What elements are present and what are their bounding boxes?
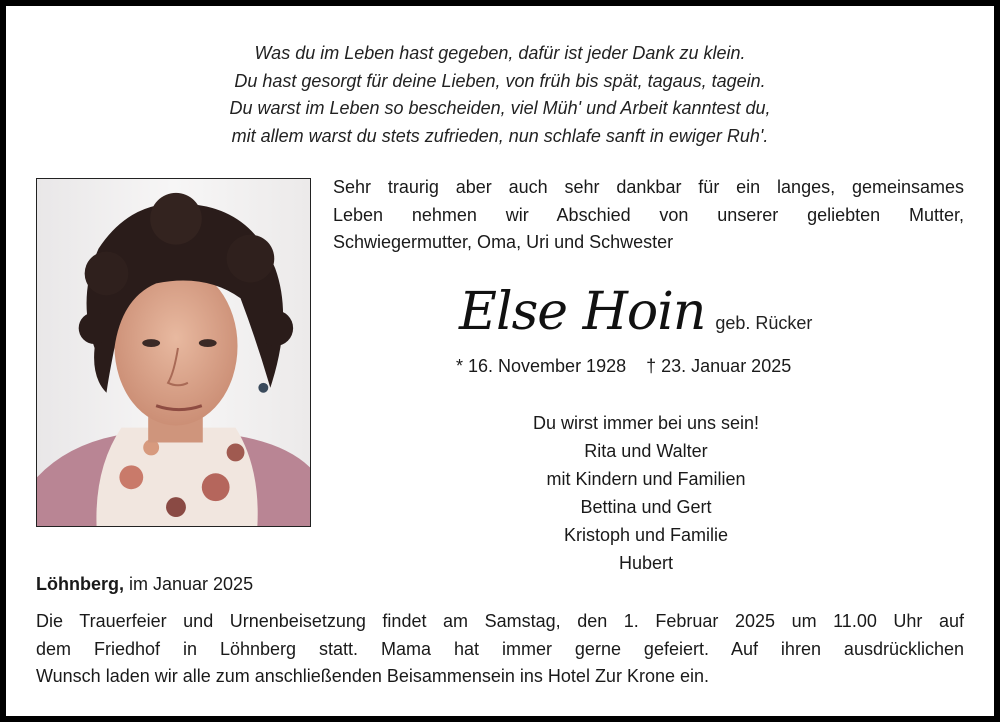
mourner-line: Rita und Walter	[584, 441, 708, 461]
maiden-name: geb. Rücker	[715, 313, 813, 333]
mourner-line: Hubert	[618, 553, 674, 573]
mourner-line: Bettina und Gert	[580, 497, 712, 517]
deceased-name-row	[459, 282, 812, 342]
death-date: † 23. Januar 2025	[646, 356, 792, 376]
poem-line: Du hast gesorgt für deine Lieben, von früh bis spät, tagaus, tagein.	[234, 70, 766, 91]
life-dates	[456, 356, 791, 377]
mourner-line: Du wirst immer bei uns sein!	[532, 413, 760, 433]
poem-line: Was du im Leben hast gegeben, dafür ist jeder Dank zu klein.	[254, 43, 746, 63]
notice-line: dem Friedhof in Löhnberg statt. Mama hat immer gerne gefeiert. Auf ihren ausdrücklichen	[36, 638, 964, 659]
intro-line: Sehr traurig aber auch sehr dankbar für ein langes, gemeinsames	[333, 177, 964, 197]
poem-line: mit allem warst du stets zufrieden, nun schlafe sanft in ewiger Ruh'.	[231, 125, 769, 146]
mourners-list	[446, 409, 846, 577]
portrait-photo	[36, 178, 311, 527]
poem-line: Du warst im Leben so bescheiden, viel Müh' und Arbeit kanntest du,	[229, 98, 771, 118]
portrait-image	[37, 179, 310, 526]
intro-text	[333, 174, 964, 257]
town-name: Löhnberg,	[36, 574, 124, 594]
intro-line: Schwiegermutter, Oma, Uri und Schwester	[333, 232, 674, 252]
notice-line: Wunsch laden wir alle zum anschließenden Beisammensein ins Hotel Zur Krone ein.	[36, 666, 709, 686]
notice-line: Die Trauerfeier und Urnenbeisetzung findet am Samstag, den 1. Februar 2025 um 11.00 Uhr auf	[36, 611, 964, 631]
mourner-line: mit Kindern und Familien	[546, 469, 746, 489]
mourner-line: Kristoph und Familie	[563, 525, 729, 545]
funeral-notice	[36, 608, 964, 691]
birth-date: * 16. November 1928	[456, 356, 627, 376]
place-date	[36, 574, 253, 595]
place-date-text: im Januar 2025	[124, 574, 254, 594]
deceased-name: Else Hoin	[459, 282, 706, 342]
intro-line: Leben nehmen wir Abschied von unserer geliebten Mutter,	[333, 204, 964, 225]
obituary-card	[6, 6, 994, 716]
poem	[6, 40, 994, 150]
